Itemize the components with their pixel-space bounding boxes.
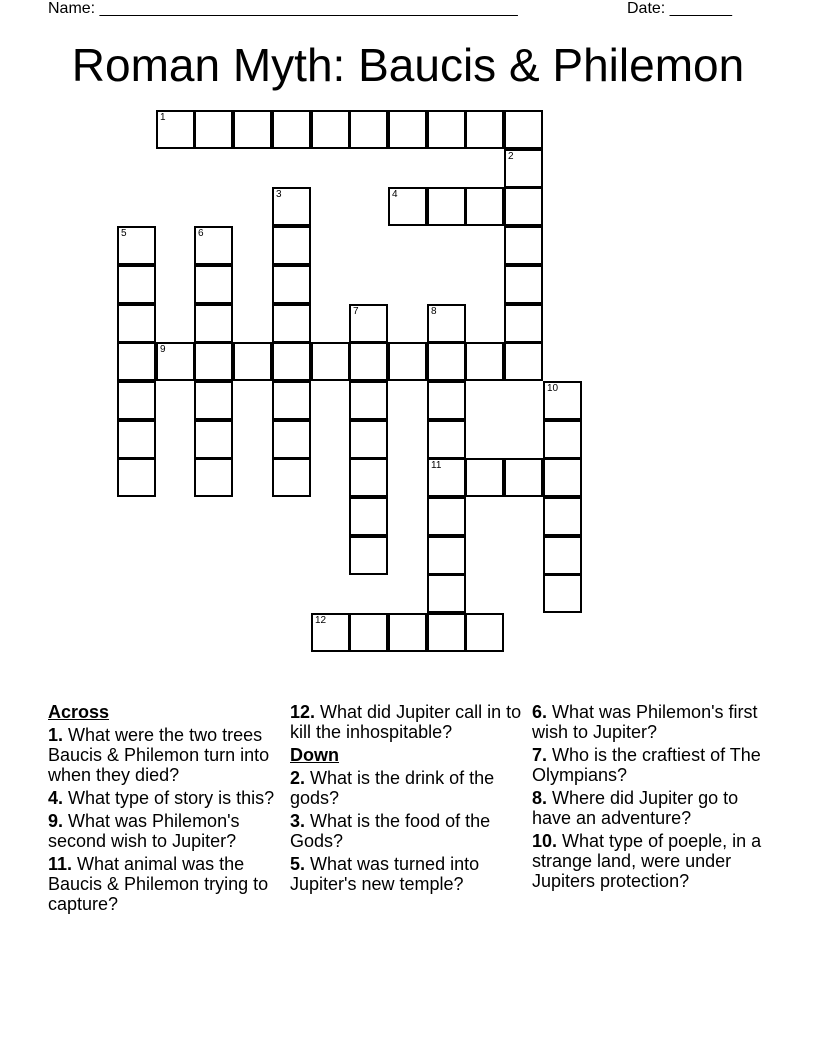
grid-cell[interactable] [427, 458, 466, 497]
grid-cell[interactable] [543, 497, 582, 536]
grid-cell[interactable] [233, 110, 272, 149]
clue-text: What type of poeple, in a strange land, were under Jupiters protection? [532, 831, 762, 891]
grid-cell[interactable] [349, 420, 388, 459]
clue-number: 10. [532, 831, 558, 851]
grid-cell[interactable] [349, 458, 388, 497]
grid-cell[interactable] [194, 265, 233, 304]
grid-cell[interactable] [272, 110, 311, 149]
grid-cell[interactable] [349, 536, 388, 575]
grid-cell[interactable] [543, 420, 582, 459]
grid-cell[interactable] [194, 110, 233, 149]
grid-cell[interactable] [427, 187, 466, 226]
grid-cell[interactable] [504, 110, 543, 149]
grid-cell[interactable] [427, 497, 466, 536]
grid-cell[interactable] [543, 458, 582, 497]
clue-number-label: 5 [121, 228, 127, 239]
grid-cell[interactable] [543, 381, 582, 420]
clue-down-7 [532, 745, 768, 785]
grid-cell[interactable] [427, 613, 466, 652]
grid-cell[interactable] [504, 187, 543, 226]
grid-cell[interactable] [194, 420, 233, 459]
clue-number: 5. [290, 854, 306, 874]
grid-cell[interactable] [504, 226, 543, 265]
grid-cell[interactable] [427, 420, 466, 459]
clue-text: What is the drink of the gods? [290, 768, 495, 808]
grid-cell[interactable] [427, 574, 466, 613]
grid-cell[interactable] [465, 110, 504, 149]
clue-column-1 [48, 702, 284, 917]
grid-cell[interactable] [504, 265, 543, 304]
grid-cell[interactable] [311, 613, 350, 652]
grid-cell[interactable] [117, 304, 156, 343]
clue-down-10 [532, 831, 768, 891]
grid-cell[interactable] [465, 187, 504, 226]
grid-cell[interactable] [194, 304, 233, 343]
clue-number-label: 7 [353, 306, 359, 317]
clue-number: 6. [532, 702, 548, 722]
clue-text: What was turned into Jupiter's new temple? [290, 854, 480, 894]
clue-number: 12. [290, 702, 316, 722]
clue-down-2 [290, 768, 526, 808]
grid-cell[interactable] [117, 342, 156, 381]
grid-cell[interactable] [272, 265, 311, 304]
clue-number-label: 8 [431, 306, 437, 317]
grid-cell[interactable] [543, 574, 582, 613]
clue-down-6 [532, 702, 768, 742]
clue-across-12 [290, 702, 526, 742]
grid-cell[interactable] [272, 381, 311, 420]
name-line: Name: _______________________________________________ [48, 0, 518, 17]
clue-across-4 [48, 788, 284, 808]
clue-text: Where did Jupiter go to have an adventure? [532, 788, 739, 828]
clue-across-1 [48, 725, 284, 785]
grid-cell[interactable] [311, 110, 350, 149]
grid-cell[interactable] [194, 458, 233, 497]
grid-cell[interactable] [194, 342, 233, 381]
grid-cell[interactable] [233, 342, 272, 381]
clue-number-label: 6 [198, 228, 204, 239]
grid-cell[interactable] [427, 536, 466, 575]
grid-cell[interactable] [465, 458, 504, 497]
grid-cell[interactable] [194, 226, 233, 265]
grid-cell[interactable] [272, 458, 311, 497]
clue-number: 1. [48, 725, 64, 745]
grid-cell[interactable] [311, 342, 350, 381]
clue-number: 7. [532, 745, 548, 765]
grid-cell[interactable] [388, 613, 427, 652]
clue-text: Who is the craftiest of The Olympians? [532, 745, 761, 785]
clue-text: What is the food of the Gods? [290, 811, 491, 851]
grid-cell[interactable] [349, 497, 388, 536]
grid-cell[interactable] [117, 458, 156, 497]
grid-cell[interactable] [117, 381, 156, 420]
grid-cell[interactable] [465, 342, 504, 381]
clue-number: 3. [290, 811, 306, 831]
grid-cell[interactable] [349, 342, 388, 381]
grid-cell[interactable] [117, 226, 156, 265]
clue-number-label: 12 [315, 615, 327, 626]
grid-cell[interactable] [194, 381, 233, 420]
grid-cell[interactable] [504, 342, 543, 381]
clue-text: What was Philemon's second wish to Jupiter? [48, 811, 240, 851]
down-heading: Down [290, 745, 339, 765]
grid-cell[interactable] [543, 536, 582, 575]
page-title: Roman Myth: Baucis & Philemon [71, 39, 745, 91]
clue-number-label: 3 [276, 189, 282, 200]
grid-cell[interactable] [156, 110, 195, 149]
grid-cell[interactable] [388, 110, 427, 149]
grid-cell[interactable] [504, 149, 543, 188]
grid-cell[interactable] [272, 342, 311, 381]
clue-down-8 [532, 788, 768, 828]
clue-column-2 [290, 702, 526, 897]
clue-text: What type of story is this? [63, 788, 275, 808]
grid-cell[interactable] [349, 110, 388, 149]
across-heading: Across [48, 702, 110, 722]
grid-cell[interactable] [349, 381, 388, 420]
grid-cell[interactable] [427, 381, 466, 420]
clue-across-11 [48, 854, 284, 914]
clue-number: 8. [532, 788, 548, 808]
clue-text: What animal was the Baucis & Philemon trying to capture? [48, 854, 269, 914]
grid-cell[interactable] [272, 420, 311, 459]
date-line: Date: _______ [627, 0, 732, 17]
clue-number: 9. [48, 811, 64, 831]
clue-text: What did Jupiter call in to kill the inhospitable? [290, 702, 522, 742]
clue-text: What was Philemon's first wish to Jupiter? [532, 702, 758, 742]
grid-cell[interactable] [504, 304, 543, 343]
grid-cell[interactable] [272, 187, 311, 226]
grid-cell[interactable] [272, 226, 311, 265]
grid-cell[interactable] [504, 458, 543, 497]
clue-number-label: 10 [547, 383, 559, 394]
clue-number-label: 9 [160, 344, 166, 355]
grid-cell[interactable] [349, 304, 388, 343]
grid-cell[interactable] [465, 613, 504, 652]
grid-cell[interactable] [427, 304, 466, 343]
grid-cell[interactable] [427, 110, 466, 149]
clue-number-label: 4 [392, 189, 398, 200]
grid-cell[interactable] [272, 304, 311, 343]
clue-number: 4. [48, 788, 64, 808]
grid-cell[interactable] [427, 342, 466, 381]
grid-cell[interactable] [117, 265, 156, 304]
clue-number-label: 1 [160, 112, 166, 123]
grid-cell[interactable] [117, 420, 156, 459]
clue-text: What were the two trees Baucis & Philemon turn into when they died? [48, 725, 270, 785]
clue-number-label: 2 [508, 151, 514, 162]
clue-down-5 [290, 854, 526, 894]
grid-cell[interactable] [388, 342, 427, 381]
clue-column-3 [532, 702, 768, 894]
clue-number: 2. [290, 768, 306, 788]
clue-number: 11. [48, 854, 73, 874]
grid-cell[interactable] [156, 342, 195, 381]
clue-across-9 [48, 811, 284, 851]
grid-cell[interactable] [349, 613, 388, 652]
clue-number-label: 11 [431, 460, 442, 471]
clue-down-3 [290, 811, 526, 851]
grid-cell[interactable] [388, 187, 427, 226]
